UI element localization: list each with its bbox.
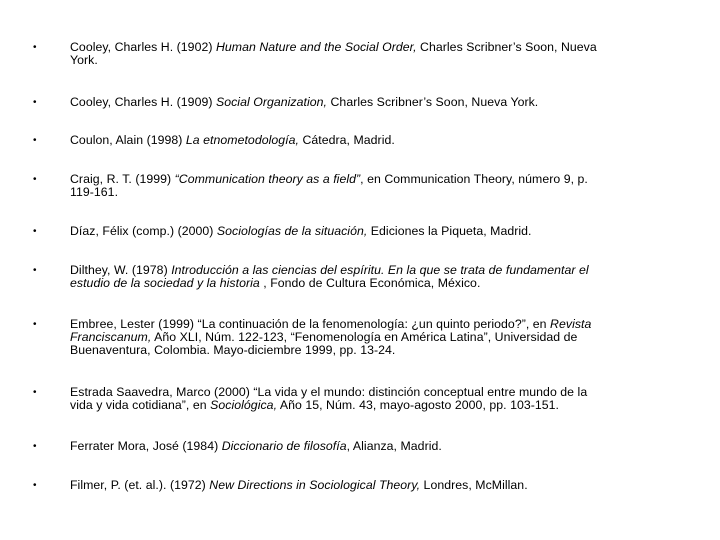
bullet-icon: • [33,226,37,237]
italic-title-segment: Diccionario de filosofía [221,439,347,453]
italic-title-segment: La etnometodología, [185,133,299,147]
reference-line [70,225,688,238]
text-segment: Ediciones la Piqueta, Madrid. [367,224,532,238]
reference-text [70,41,688,67]
bullet-icon: • [33,387,37,398]
reference-text [70,96,688,109]
reference-line [70,344,688,357]
text-segment: Cátedra, Madrid. [298,133,395,147]
text-segment: Filmer, P. (et. al.). (1972) [70,478,210,492]
reference-text [70,318,688,358]
text-segment: Charles Scribner’s Soon, Nueva [416,40,597,54]
text-segment: York. [70,53,98,68]
text-segment: Londres, McMillan. [420,478,528,492]
text-segment: Craig, R. T. (1999) [70,172,175,186]
bullet-icon: • [33,174,37,185]
text-segment: , Alianza, Madrid. [346,439,442,453]
reference-text [70,386,688,412]
text-segment: , en Communication Theory, número 9, p. [360,172,588,186]
text-segment: 119-161. [70,185,119,200]
reference-line [70,399,688,412]
reference-line [70,277,688,290]
italic-title-segment: Franciscanum, [70,330,152,345]
text-segment: Ferrater Mora, José (1984) [70,439,222,453]
italic-title-segment: Introducción a las ciencias del espíritu. En la que se trata de fundamentar el [171,263,589,277]
bullet-icon: • [33,441,37,452]
text-segment: Buenaventura, Colombia. Mayo-diciembre 1999, pp. 13-24. [70,343,396,358]
text-segment: Coulon, Alain (1998) [70,133,186,147]
bullet-icon: • [33,135,37,146]
text-segment: Díaz, Félix (comp.) (2000) [70,224,217,238]
bullet-icon: • [33,42,37,53]
italic-title-segment: “Communication theory as a field” [174,172,361,186]
reference-text [70,225,688,238]
reference-line [70,96,688,109]
reference-line [70,134,688,147]
italic-title-segment: Human Nature and the Social Order, [215,40,417,54]
reference-line [70,54,688,67]
text-segment: , Fondo de Cultura Económica, México. [259,276,481,291]
bullet-icon: • [33,265,37,276]
text-segment: Dilthey, W. (1978) [70,263,172,277]
reference-line [70,173,688,186]
reference-text [70,479,688,492]
italic-title-segment: New Directions in Sociological Theory, [209,478,421,492]
text-segment: Cooley, Charles H. (1902) [70,40,216,54]
italic-title-segment: Sociológica, [210,398,278,413]
text-segment: Charles Scribner’s Soon, Nueva York. [327,95,539,109]
reference-text [70,440,688,453]
reference-text [70,134,688,147]
text-segment: vida y vida cotidiana”, en [70,398,211,413]
bullet-icon: • [33,480,37,491]
bullet-icon: • [33,319,37,330]
italic-title-segment: Social Organization, [215,95,328,109]
reference-line [70,479,688,492]
text-segment: Cooley, Charles H. (1909) [70,95,216,109]
reference-line [70,440,688,453]
text-segment: Año XLI, Núm. 122-123, “Fenomenología en América Latina”, Universidad de [151,330,578,345]
text-segment: Año 15, Núm. 43, mayo-agosto 2000, pp. 103-151. [277,398,560,413]
reference-text [70,264,688,290]
italic-title-segment: estudio de la sociedad y la historia [70,276,260,291]
italic-title-segment: Sociologías de la situación, [216,224,368,238]
reference-line [70,41,688,54]
text-segment: Estrada Saavedra, Marco (2000) “La vida y el mundo: distinción conceptual entre mundo de la [70,385,588,399]
reference-line [70,186,688,199]
bullet-icon: • [33,97,37,108]
reference-text [70,173,688,199]
text-segment: Embree, Lester (1999) “La continuación de la fenomenología: ¿un quinto periodo?”, en [70,317,551,331]
italic-title-segment: Revista [550,317,592,331]
